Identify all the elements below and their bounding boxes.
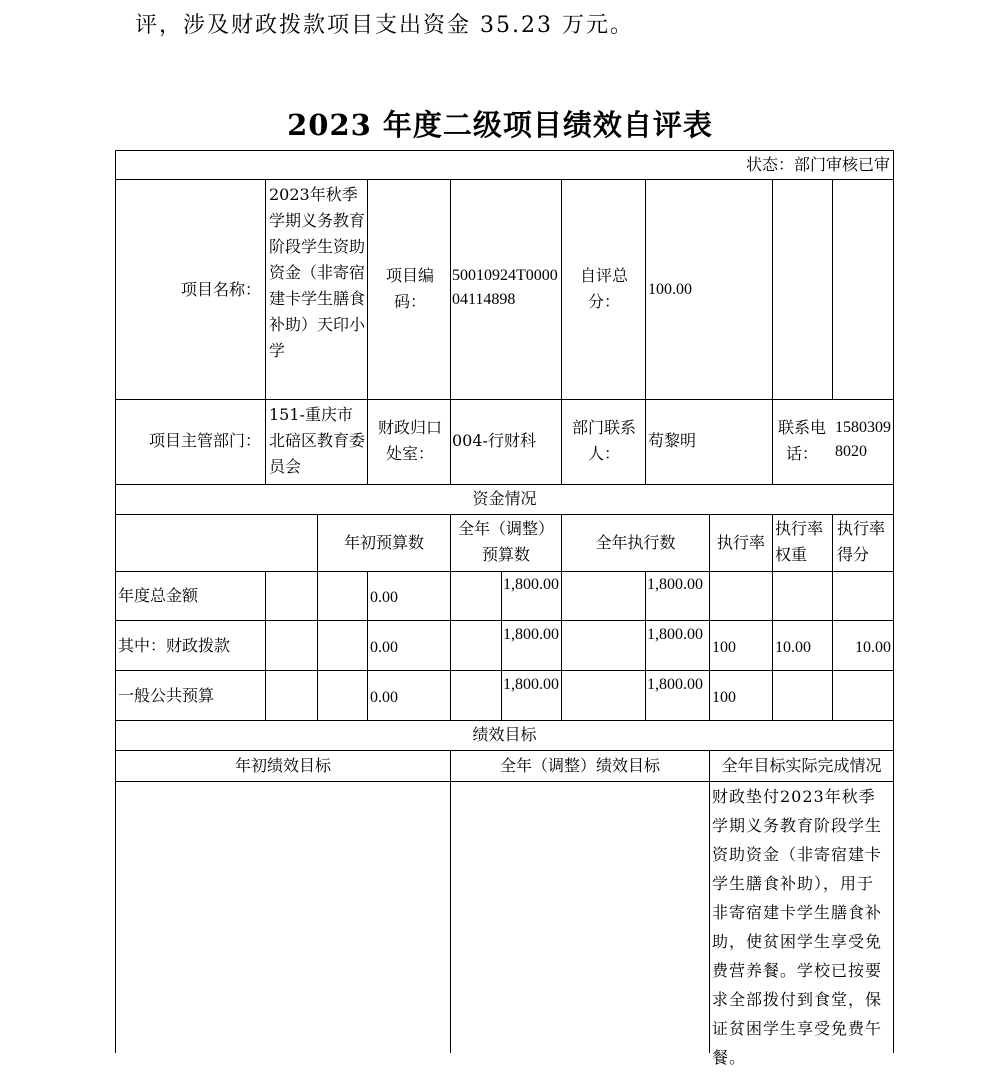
goals-header-initial: 年初绩效目标 [234,756,331,775]
self-score-value: 100.00 [648,281,692,298]
status-text: 状态：部门审核已审 [745,155,890,174]
funds-header-executed: 全年执行数 [595,533,676,552]
funds-row-label: 年度总金额 [118,586,199,605]
funds-row-initial: 0.00 [370,689,398,706]
funds-header-rate: 执行率 [716,533,765,552]
funds-row-weight: 10.00 [775,639,811,656]
phone-value: 15803098020 [835,419,891,460]
funds-header-weight: 执行率权重 [775,519,824,564]
phone-label: 联系电话： [777,418,826,463]
funds-row-rate: 100 [712,689,736,706]
project-name-value: 2023年秋季学期义务教育阶段学生资助资金（非寄宿建卡学生膳食补助）天印小学 [269,185,366,360]
goals-header-adjusted: 全年（调整）绩效目标 [499,756,660,775]
funds-section-title: 资金情况 [472,489,537,508]
funds-row-executed: 1,800.00 [647,626,703,643]
project-code-label: 项目编码： [385,266,434,311]
funds-row-label: 一般公共预算 [118,686,215,705]
self-score-label: 自评总分： [579,266,628,311]
dept-value: 151-重庆市北碚区教育委员会 [269,405,366,476]
funds-header-initial: 年初预算数 [343,533,424,552]
funds-header-score: 执行率得分 [837,519,886,564]
goals-actual-text: 财政垫付2023年秋季学期义务教育阶段学生资助资金（非寄宿建卡学生膳食补助），用于非寄宿建卡学生膳食补助，使贫困学生享受免费营养餐。学校已按要求全部拨付到食堂，保证贫困学生享受免费午餐。 [712,787,883,1067]
funds-row-score: 10.00 [855,639,891,656]
funds-row-adjusted: 1,800.00 [503,676,559,693]
goals-header-actual: 全年目标实际完成情况 [721,756,882,775]
funds-header-adjusted: 全年（调整）预算数 [457,519,554,564]
project-code-value: 50010924T000004114898 [452,267,558,308]
finance-office-value: 004-行财科 [452,431,536,450]
funds-row-rate: 100 [712,639,736,656]
table-title: 2023 年度二级项目绩效自评表 [287,108,713,142]
goals-section-title: 绩效目标 [472,725,537,744]
contact-value: 苟黎明 [648,431,697,450]
finance-office-label: 财政归口处室： [377,418,442,463]
funds-row-initial: 0.00 [370,589,398,606]
funds-row-adjusted: 1,800.00 [503,626,559,643]
funds-row-initial: 0.00 [370,639,398,656]
funds-row-adjusted: 1,800.00 [503,576,559,593]
project-name-label: 项目名称： [180,280,261,299]
contact-label: 部门联系人： [571,418,636,463]
dept-label: 项目主管部门： [148,431,261,450]
funds-row-label: 其中：财政拨款 [118,636,231,655]
funds-row-executed: 1,800.00 [647,676,703,693]
funds-row-executed: 1,800.00 [647,576,703,593]
intro-paragraph: 评，涉及财政拨款项目支出资金 35.23 万元。 [135,13,634,38]
